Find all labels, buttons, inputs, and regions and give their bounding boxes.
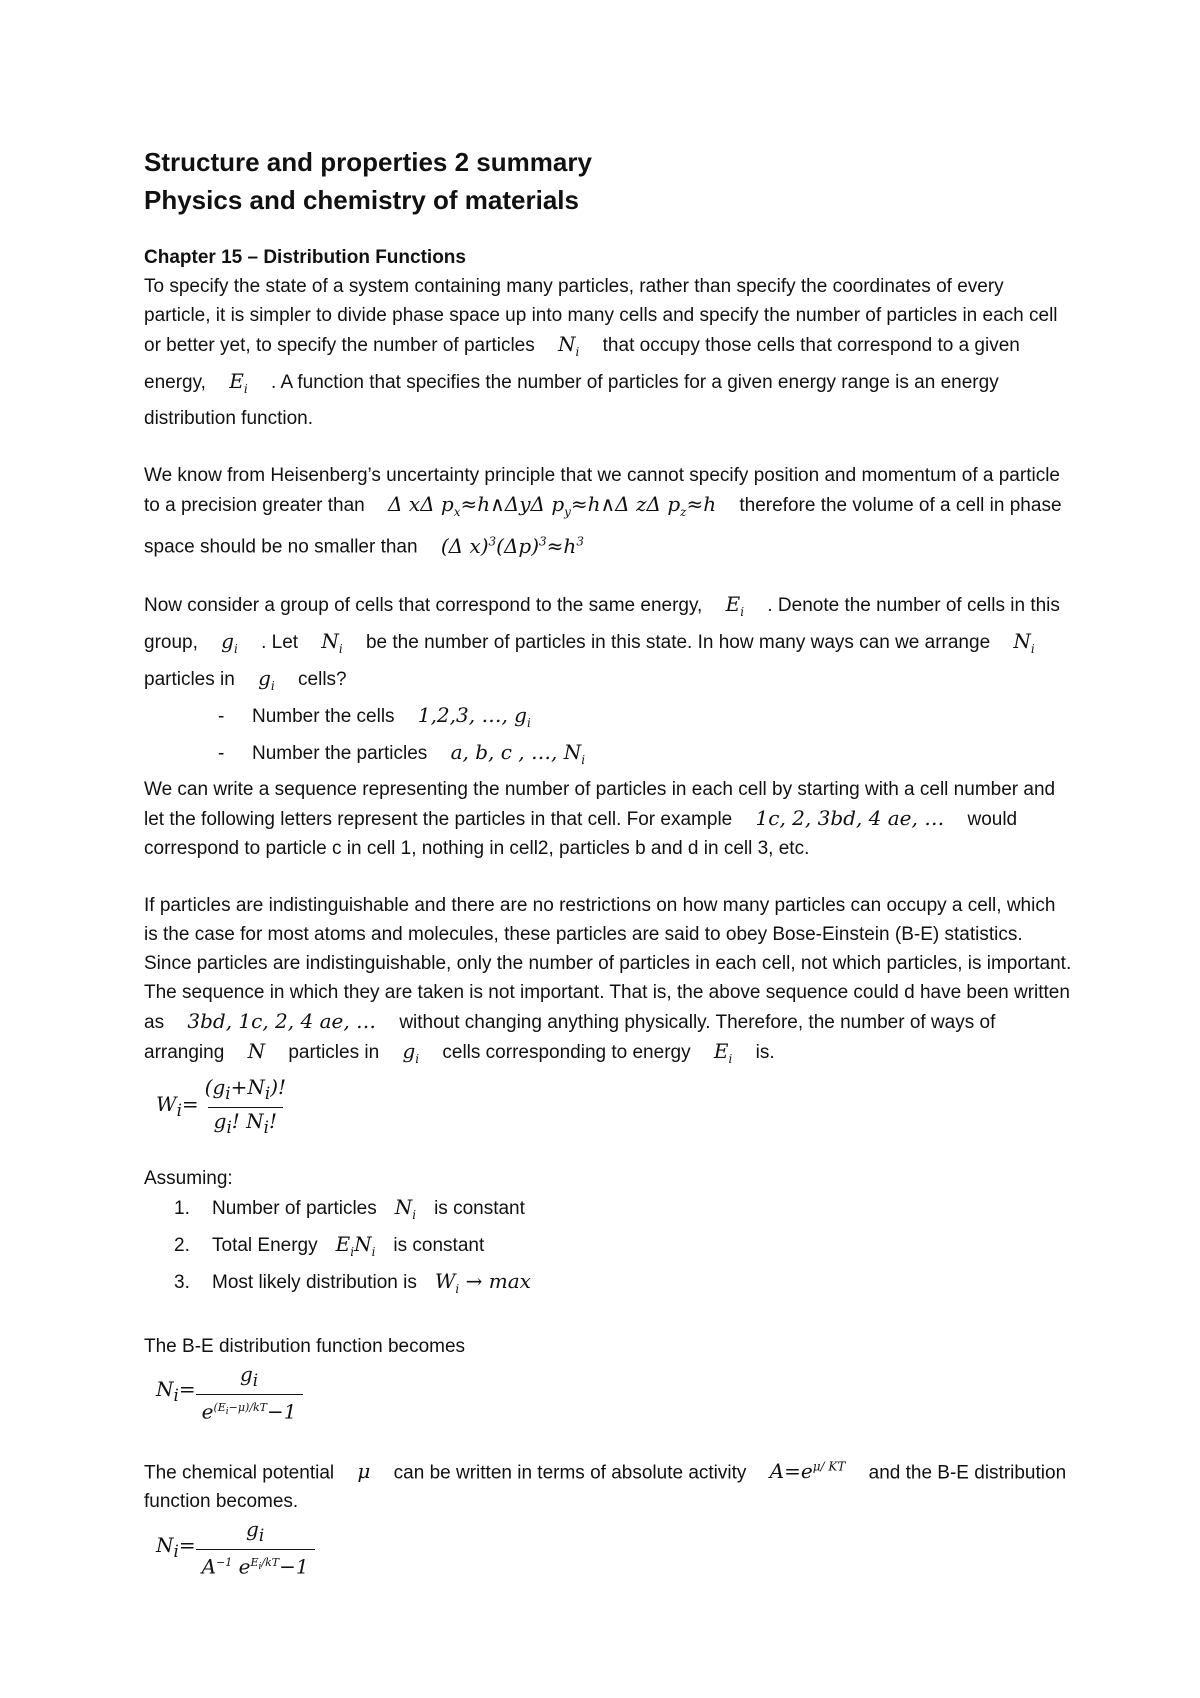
paragraph-bose-einstein: If particles are indistinguishable and there are no restrictions on how many particles can occupy a cell, which is the case for most atoms and molecules, these particles are said to obey Bose-Einstein (B-E) statistics. Since particles are indistinguishable, only the number of particles in each cell, not which particles, is important. The sequence in which they are taken is not important. That is, the above sequence could d have been written as 3bd, 1c, 2, 4 ae, … without changing anything physically. Therefore, the number of ways of arranging N particles in $g_i$ cells corresponding to energy $E_i$ is. — [144, 894, 1072, 1066]
math-uncertainty: Δ xΔ $p_x\approx h\wedge\Delta y\Delta$ $p_y\approx h\wedge\Delta$ zΔ $p_z\approx h$ — [388, 492, 717, 519]
paragraph-chemical-potential: The chemical potential μ can be written in terms of absolute activity $A=e^{\mu/ KT}$ and the B-E distribution function becomes. — [144, 1459, 1067, 1513]
math-particle-letters: a, b, c , …, $N_i$ — [450, 739, 586, 767]
chapter-heading: Chapter 15 – Distribution Functions — [144, 247, 466, 268]
math-absolute-activity: $A=e^{\mu/ KT}$ — [769, 1459, 846, 1484]
list-item: 1. Number of particles $N_i$ is constant — [174, 1194, 525, 1222]
paragraph-heisenberg: We know from Heisenberg’s uncertainty principle that we cannot specify position and momentum of a particle to a precision greater than Δ xΔ $p_x\approx h\wedge\Delta y\Delta$ $p_y\approx h\wedge\Delta$ zΔ $p_z\approx h$ therefore the volume of a cell in phase space should be no smaller than (Δ $x)^3(\Delta p)^3\approx h^3$ — [144, 465, 1062, 558]
math-cell-numbers: 1,2,3, …, $g_i$ — [417, 702, 531, 730]
math-sequence-reordered: 3bd, 1c, 2, 4 ae, … — [187, 1008, 377, 1033]
list-item: 3. Most likely distribution is $W_i \to \max$ — [174, 1267, 1074, 1304]
assuming-label: Assuming: — [144, 1167, 233, 1189]
math-Ni: $N_i$ — [394, 1194, 417, 1222]
formula-be-activity: $N_i=$ $\frac{g_i}{A^{-1} e^{E_i/kT}-1}$ — [156, 1516, 1074, 1580]
math-Ni: $N_i$ — [321, 628, 343, 656]
paragraph-sequence: We can write a sequence representing the number of particles in each cell by starting with a cell number and let the following letters represent the particles in that cell. For example 1c, 2, 3bd, 4 ae, … would correspond to particle c in cell 1, nothing in cell2, particles b and d in cell 3, etc. — [144, 778, 1056, 859]
math-sequence-example: 1c, 2, 3bd, 4 ae, … — [755, 805, 945, 830]
fraction: $\frac{g_i}{e^{(E_i-\mu)/kT}-1}$ — [196, 1361, 303, 1425]
math-gi: $g_i$ — [258, 665, 275, 693]
dash-item-cells: - Number the cells 1,2,3, …, $g_i$ — [144, 701, 1074, 738]
document-subtitle: Physics and chemistry of materials — [144, 185, 579, 215]
assumption-list — [144, 1193, 1074, 1304]
paragraph-cells: Now consider a group of cells that correspond to the same energy, $E_i$ . Denote the number of cells in this group, $g_i$ . Let $N_i$ be the number of particles in this state. In how many ways can we arrange $N_i$ particles in $g_i$ cells? — [144, 591, 1060, 693]
document-content — [144, 143, 1074, 1580]
be-distribution-label: The B-E distribution function becomes — [144, 1335, 466, 1357]
fraction: $\frac{(g_i+N_i)!}{g_i! N_i!}$ — [199, 1074, 292, 1141]
list-item: 2. Total Energy $E_iN_i$ is constant — [174, 1231, 485, 1259]
math-Ni: $N_i$ — [1013, 628, 1035, 656]
formula-be-distribution: $N_i=$ $\frac{g_i}{e^{(E_i-\mu)/kT}-1}$ — [156, 1361, 1074, 1425]
math-Ni: $N_i$ — [558, 332, 580, 359]
formula-Wi: $W_i=$ $\frac{(g_i+N_i)!}{g_i! N_i!}$ — [156, 1074, 1074, 1136]
math-N: N — [247, 1038, 266, 1063]
math-gi: $g_i$ — [221, 628, 238, 656]
dash-item-particles: - Number the particles a, b, c , …, $N_i$ — [144, 738, 1074, 775]
math-EiNi: $E_iN_i$ — [335, 1231, 376, 1259]
math-Ei: $E_i$ — [229, 369, 248, 396]
math-Ei: $E_i$ — [725, 591, 745, 619]
math-cell-volume: (Δ $x)^3(\Delta p)^3\approx h^3$ — [440, 533, 584, 558]
math-mu: μ — [357, 1459, 371, 1484]
math-Wi-max: $W_i \to \max$ — [434, 1268, 531, 1296]
math-gi: $g_i$ — [402, 1038, 420, 1066]
fraction: $\frac{g_i}{A^{-1} e^{E_i/kT}-1}$ — [196, 1516, 315, 1580]
document-title: Structure and properties 2 summary — [144, 147, 592, 177]
math-Ei: $E_i$ — [713, 1038, 733, 1066]
paragraph-intro: To specify the state of a system containing many particles, rather than specify the coordinates of every particle, it is simpler to divide phase space up into many cells and specify the number of particles in each cell or better yet, to specify the number of particles $N_i$ that occupy those cells that correspond to a given energy, $E_i$ . A function that specifies the number of particles for a given energy range is an energy distribution function. — [144, 276, 1058, 429]
